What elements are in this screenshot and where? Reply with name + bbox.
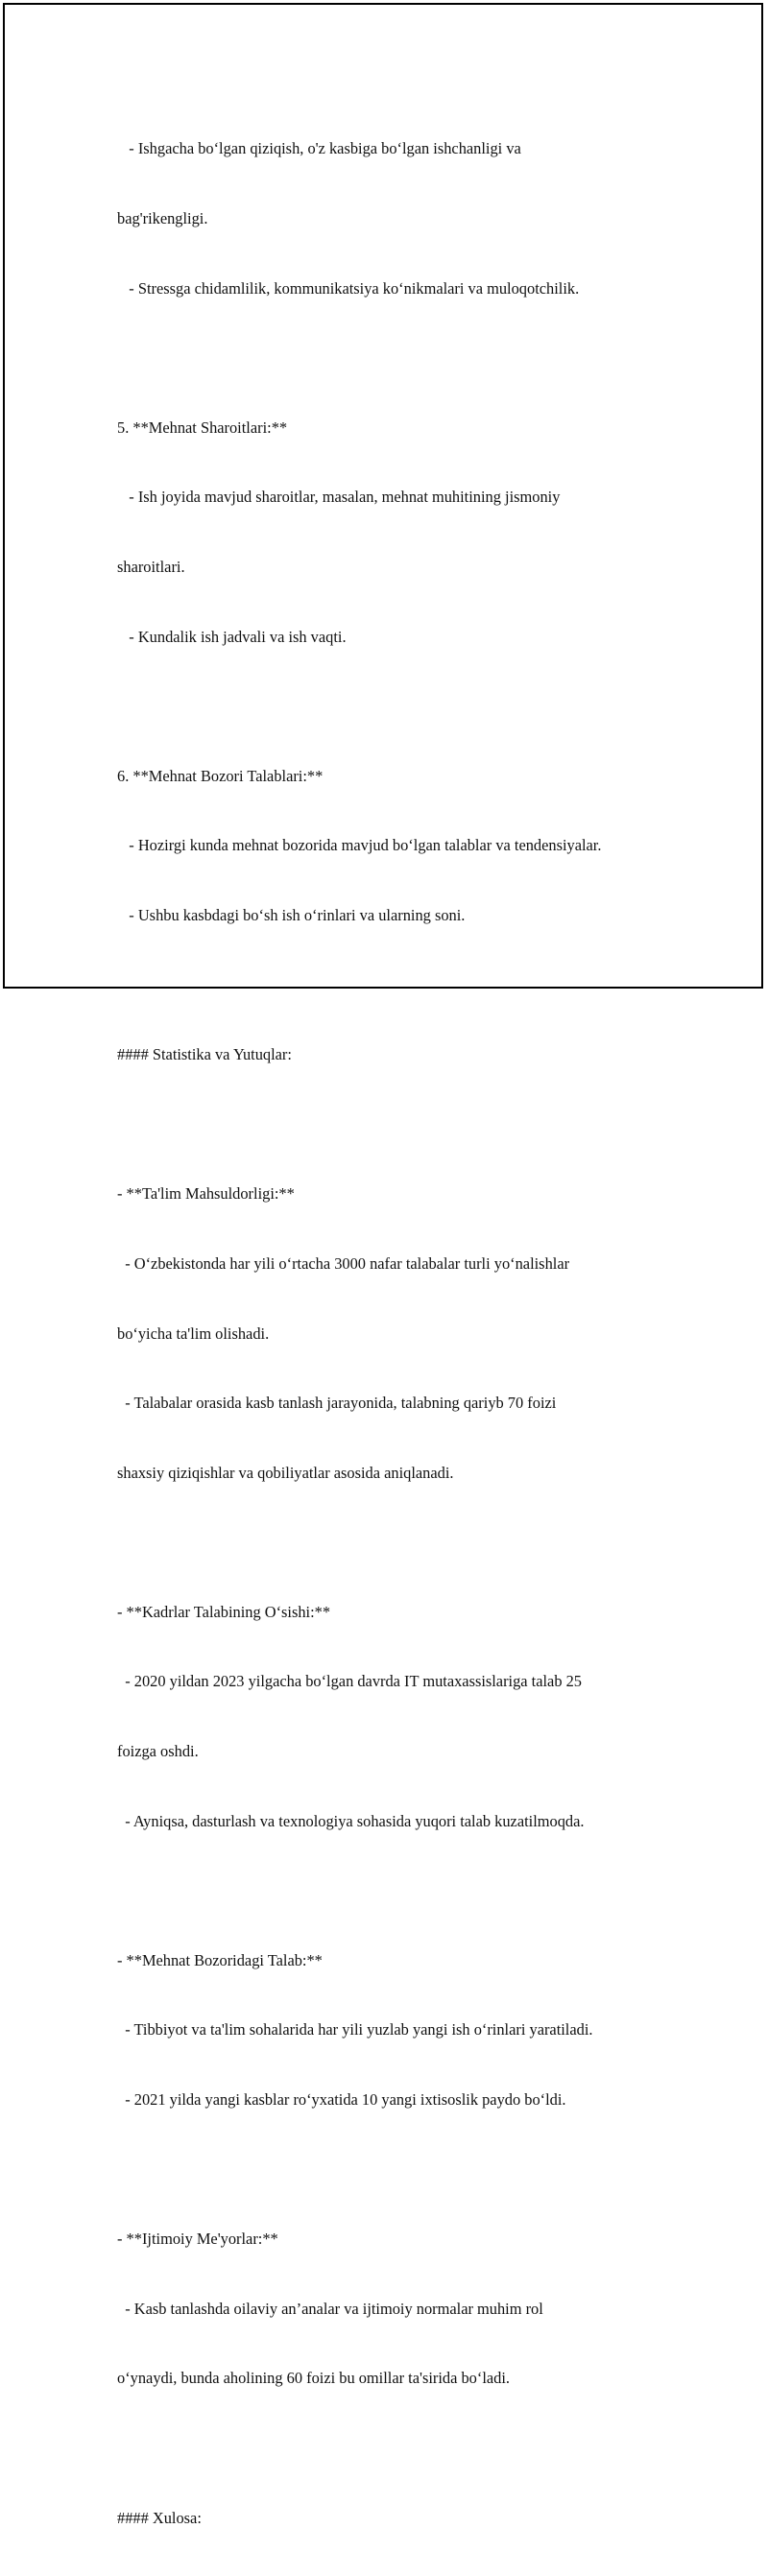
list-item-heading: - **Kadrlar Talabining O‘sishi:** (117, 1602, 331, 1621)
document-body (117, 91, 693, 2576)
text-line: - 2020 yildan 2023 yilgacha bo‘lgan davrda IT mutaxassislariga talab 25 (117, 1672, 583, 1691)
text-line: - Talabalar orasida kasb tanlash jarayonida, talabning qariyb 70 foizi (117, 1394, 557, 1413)
blank-line (117, 2159, 693, 2182)
text-line: - Ish joyida mavjud sharoitlar, masalan, mehnat muhitining jismoniy (117, 488, 561, 507)
text-line: foizga oshdi. (117, 1742, 199, 1761)
text-line: shaxsiy qiziqishlar va qobiliyatlar asosida aniqlanadi. (117, 1463, 454, 1482)
blank-line (117, 1531, 693, 1554)
text-line: - Ayniqsa, dasturlash va texnologiya sohasida yuqori talab kuzatilmoqda. (117, 1811, 585, 1830)
text-line: o‘ynaydi, bunda aholining 60 foizi bu omillar ta'sirida bo‘ladi. (117, 2369, 510, 2388)
text-line: - O‘zbekistonda har yili o‘rtacha 3000 nafar talabalar turli yo‘nalishlar (117, 1253, 570, 1273)
conclusion-heading: #### Xulosa: (117, 2508, 202, 2527)
text-line: - 2021 yilda yangi kasblar ro‘yxatida 10 yangi ixtisoslik paydo bo‘ldi. (117, 2090, 566, 2110)
blank-line (117, 974, 693, 997)
blank-line (117, 1879, 693, 1902)
text-line: - Stressga chidamlilik, kommunikatsiya ko‘nikmalari va muloqotchilik. (117, 278, 580, 298)
page-frame (3, 3, 763, 2527)
statistics-heading: #### Statistika va Yutuqlar: (117, 1045, 292, 1064)
text-line: - Kundalik ish jadvali va ish vaqti. (117, 627, 347, 646)
blank-line (117, 2437, 693, 2460)
list-item-heading: - **Ijtimoiy Me'yorlar:** (117, 2230, 278, 2249)
text-line: - Hozirgi kunda mehnat bozorida mavjud bo‘lgan talablar va tendensiyalar. (117, 836, 602, 855)
section-heading: 5. **Mehnat Sharoitlari:** (117, 417, 288, 437)
text-line: - Ishgacha bo‘lgan qiziqish, o'z kasbiga bo‘lgan ishchanligi va (117, 139, 521, 158)
text-line: bo‘yicha ta'lim olishadi. (117, 1324, 270, 1343)
text-line: - Kasb tanlashda oilaviy an’analar va ijtimoiy normalar muhim rol (117, 2299, 543, 2318)
blank-line (117, 1113, 693, 1136)
text-line: - Tibbiyot va ta'lim sohalarida har yili yuzlab yangi ish o‘rinlari yaratiladi. (117, 2020, 593, 2039)
blank-line (117, 346, 693, 370)
text-line: - Ushbu kasbdagi bo‘sh ish o‘rinlari va ularning soni. (117, 905, 466, 924)
section-heading: 6. **Mehnat Bozori Talablari:** (117, 766, 324, 785)
list-item-heading: - **Mehnat Bozoridagi Talab:** (117, 1950, 323, 1969)
text-line: bag'rikengligi. (117, 209, 208, 227)
list-item-heading: - **Ta'lim Mahsuldorligi:** (117, 1184, 295, 1204)
text-line: sharoitlari. (117, 557, 185, 576)
blank-line (117, 695, 693, 718)
